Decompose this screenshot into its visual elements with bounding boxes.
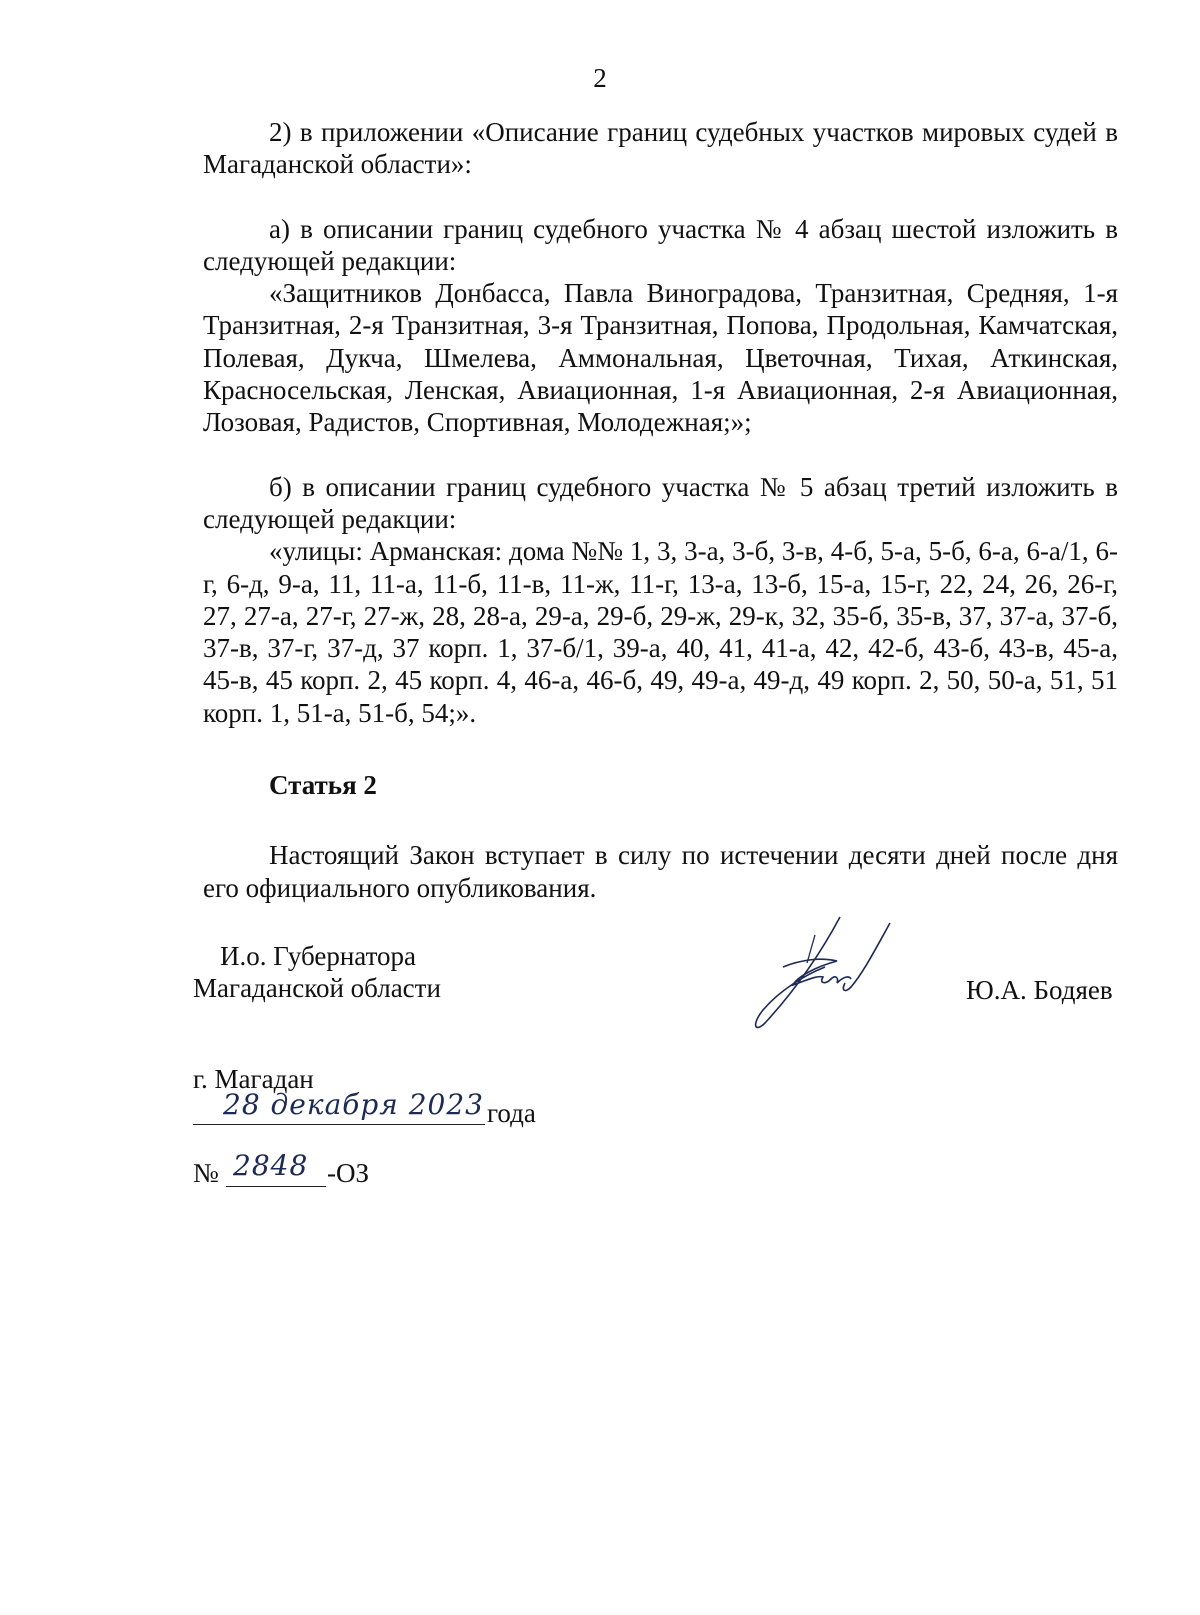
paragraph-section-5-intro: б) в описании границ судебного участка № 5 абзац третий изложить в следующей редакции: — [203, 471, 1118, 534]
number-sign: № — [193, 1158, 219, 1188]
paragraph-appendix-amendment: 2) в приложении «Описание границ судебных участков мировых судей в Магаданской области»: — [203, 117, 1118, 180]
signing-date — [193, 1088, 553, 1133]
paragraph-section-5-houses: «улицы: Арманская: дома №№ 1, 3, 3-а, 3-б, 3-в, 4-б, 5-а, 5-б, 6-а, 6-а/1, 6-г, 6-д, 9-а, 11, 11-а, 11-б, 11-в, 11-ж, 11-г, 13-а, 13-б, 15-а, 15-г, 22, 24, 26, 26-г, 27, 27-а, 27-г, 27-ж, 28, 28-а, 29-а, 29-б, 29-ж, 29-к, 32, 35-б, 35-в, 37, 37-а, 37-б, 37-в, 37-г, 37-д, 37 корп. 1, 37-б/1, 39-а, 40, 41, 41-а, 42, 42-б, 43-б, 43-в, 45-а, 45-в, 45 корп. 2, 45 корп. 4, 46-а, 46-б, 49, 49-а, 49-д, 49 корп. 2, 50, 50-а, 51, 51 корп. 1, 51-а, 51-б, 54;». — [203, 536, 1118, 728]
number-suffix: -ОЗ — [327, 1158, 370, 1188]
signatory-position-line1: И.о. Губернатора — [220, 941, 417, 971]
law-number — [193, 1150, 493, 1190]
handwritten-law-number: 2848 — [233, 1149, 309, 1182]
paragraph-section-4-intro: а) в описании границ судебного участка № 4 абзац шестой изложить в следующей редакции: — [203, 213, 1118, 276]
signing-place: г. Магадан — [193, 1064, 314, 1094]
handwritten-signature — [745, 905, 905, 1035]
document-body — [203, 116, 1118, 904]
signatory-position — [193, 940, 441, 1004]
article-2-text: Настоящий Закон вступает в силу по истечении десяти дней после дня его официального опубликования. — [203, 840, 1118, 903]
signatory-name: Ю.А. Бодяев — [966, 975, 1113, 1005]
article-2-heading: Статья 2 — [269, 770, 377, 801]
page-number: 2 — [593, 63, 607, 93]
handwritten-date: 28 декабря 2023 — [223, 1088, 484, 1121]
date-suffix: года — [487, 1098, 536, 1128]
paragraph-section-4-streets: «Защитников Донбасса, Павла Виноградова, Транзитная, Средняя, 1-я Транзитная, 2-я Транзитная, 3-я Транзитная, Попова, Продольная, Камчатская, Полевая, Дукча, Шмелева, Аммональная, Цветочная, Тихая, Аткинская, Красносельская, Ленская, Авиационная, 1-я Авиационная, 2-я Авиационная, Лозовая, Радистов, Спортивная, Молодежная;»; — [203, 278, 1118, 438]
date-underline — [193, 1124, 485, 1125]
signatory-position-line2: Магаданской области — [193, 973, 441, 1003]
number-underline — [226, 1186, 326, 1187]
